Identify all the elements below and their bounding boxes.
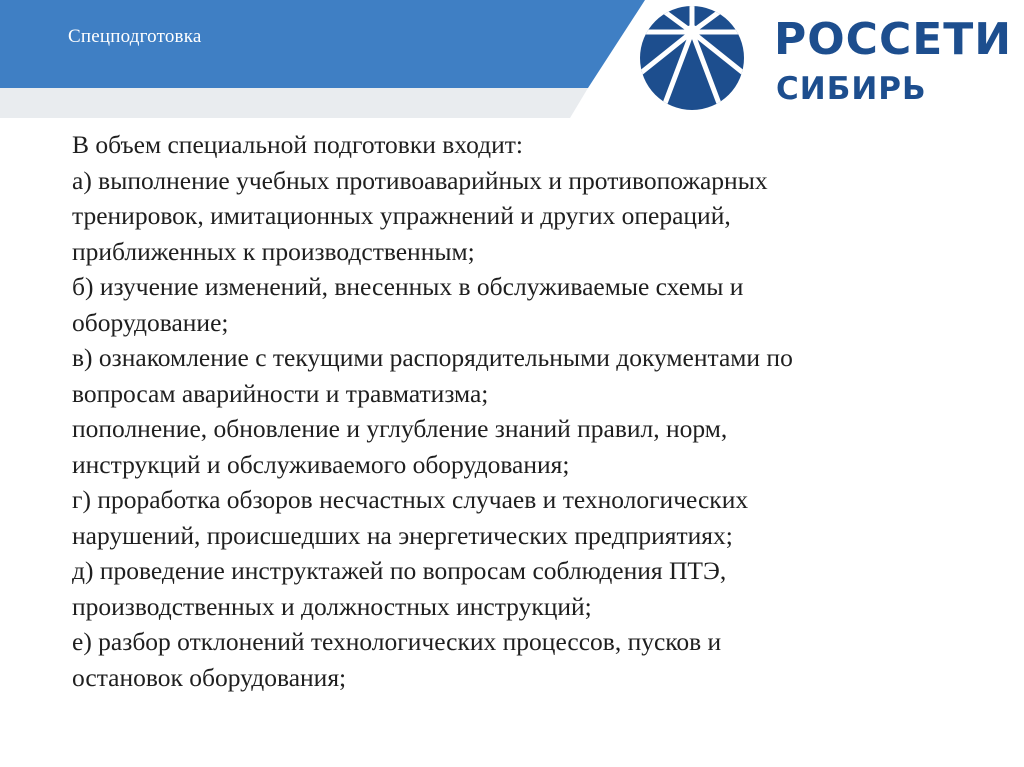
text-line: д) проведение инструктажей по вопросам соблюдения ПТЭ, (72, 556, 727, 585)
text-line: е) разбор отклонений технологических процессов, пусков и (72, 627, 722, 656)
text-line: б) изучение изменений, внесенных в обслуживаемые схемы и (72, 272, 744, 301)
section-title: Спецподготовка (68, 26, 202, 47)
body-text (72, 127, 972, 695)
text-line: г) проработка обзоров несчастных случаев и технологических (72, 485, 749, 514)
text-line: производственных и должностных инструкций; (72, 591, 592, 621)
text-line: нарушений, происшедших на энергетических предприятиях; (72, 520, 733, 550)
company-logo (636, 2, 1016, 118)
text-line: В объем специальной подготовки входит: (72, 130, 523, 159)
rosseti-star-emblem-icon (636, 2, 748, 114)
text-line: вопросам аварийности и травматизма; (72, 378, 489, 408)
text-line: тренировок, имитационных упражнений и других операций, (72, 201, 731, 230)
header-band (0, 0, 1024, 118)
logo-name: РОССЕТИ (774, 14, 1013, 65)
text-line: оборудование; (72, 307, 229, 337)
text-line: приближенных к производственным; (72, 236, 475, 266)
text-line: инструкций и обслуживаемого оборудования; (72, 449, 570, 479)
text-line: а) выполнение учебных противоаварийных и противопожарных (72, 165, 768, 195)
text-line: пополнение, обновление и углубление знаний правил, норм, (72, 414, 728, 443)
text-line: остановок оборудования; (72, 662, 347, 692)
logo-region: СИБИРЬ (776, 71, 927, 107)
text-line: в) ознакомление с текущими распорядительными документами по (72, 343, 793, 372)
